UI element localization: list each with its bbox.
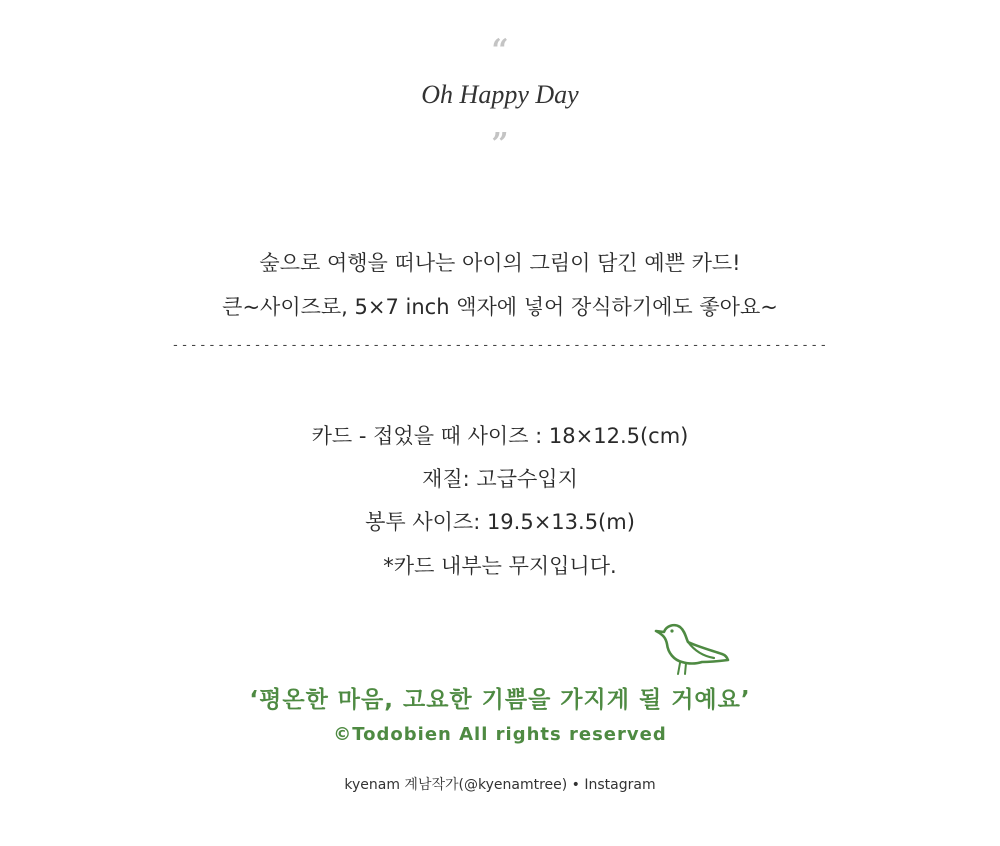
spec-note: *카드 내부는 무지입니다. bbox=[383, 554, 617, 578]
intro-line-1: 숲으로 여행을 떠나는 아이의 그림이 담긴 예쁜 카드! bbox=[259, 251, 741, 275]
credit-prefix: kyenam 계남작가(@kyenamtree) • bbox=[344, 777, 585, 793]
intro-line-2: 큰~사이즈로, 5×7 inch 액자에 넣어 장식하기에도 좋아요~ bbox=[222, 295, 778, 319]
spec-card-size: 카드 - 접었을 때 사이즈 : 18×12.5(cm) bbox=[311, 424, 689, 448]
dashed-divider: ------------------------------------------------------------------------ bbox=[171, 338, 829, 353]
spec-material: 재질: 고급수입지 bbox=[422, 467, 578, 491]
open-quote-mark: “ bbox=[491, 33, 509, 68]
close-quote-mark: ” bbox=[491, 127, 509, 162]
artist-credit bbox=[0, 774, 1000, 794]
motto-text: ‘평온한 마음, 고요한 기쁨을 가지게 될 거예요’ bbox=[249, 687, 751, 713]
page-title: Oh Happy Day bbox=[421, 80, 579, 109]
spec-envelope-size: 봉투 사이즈: 19.5×13.5(m) bbox=[365, 510, 635, 534]
instagram-link[interactable]: Instagram bbox=[584, 777, 656, 793]
bird-icon bbox=[652, 620, 732, 676]
copyright-text: ©Todobien All rights reserved bbox=[333, 724, 667, 745]
